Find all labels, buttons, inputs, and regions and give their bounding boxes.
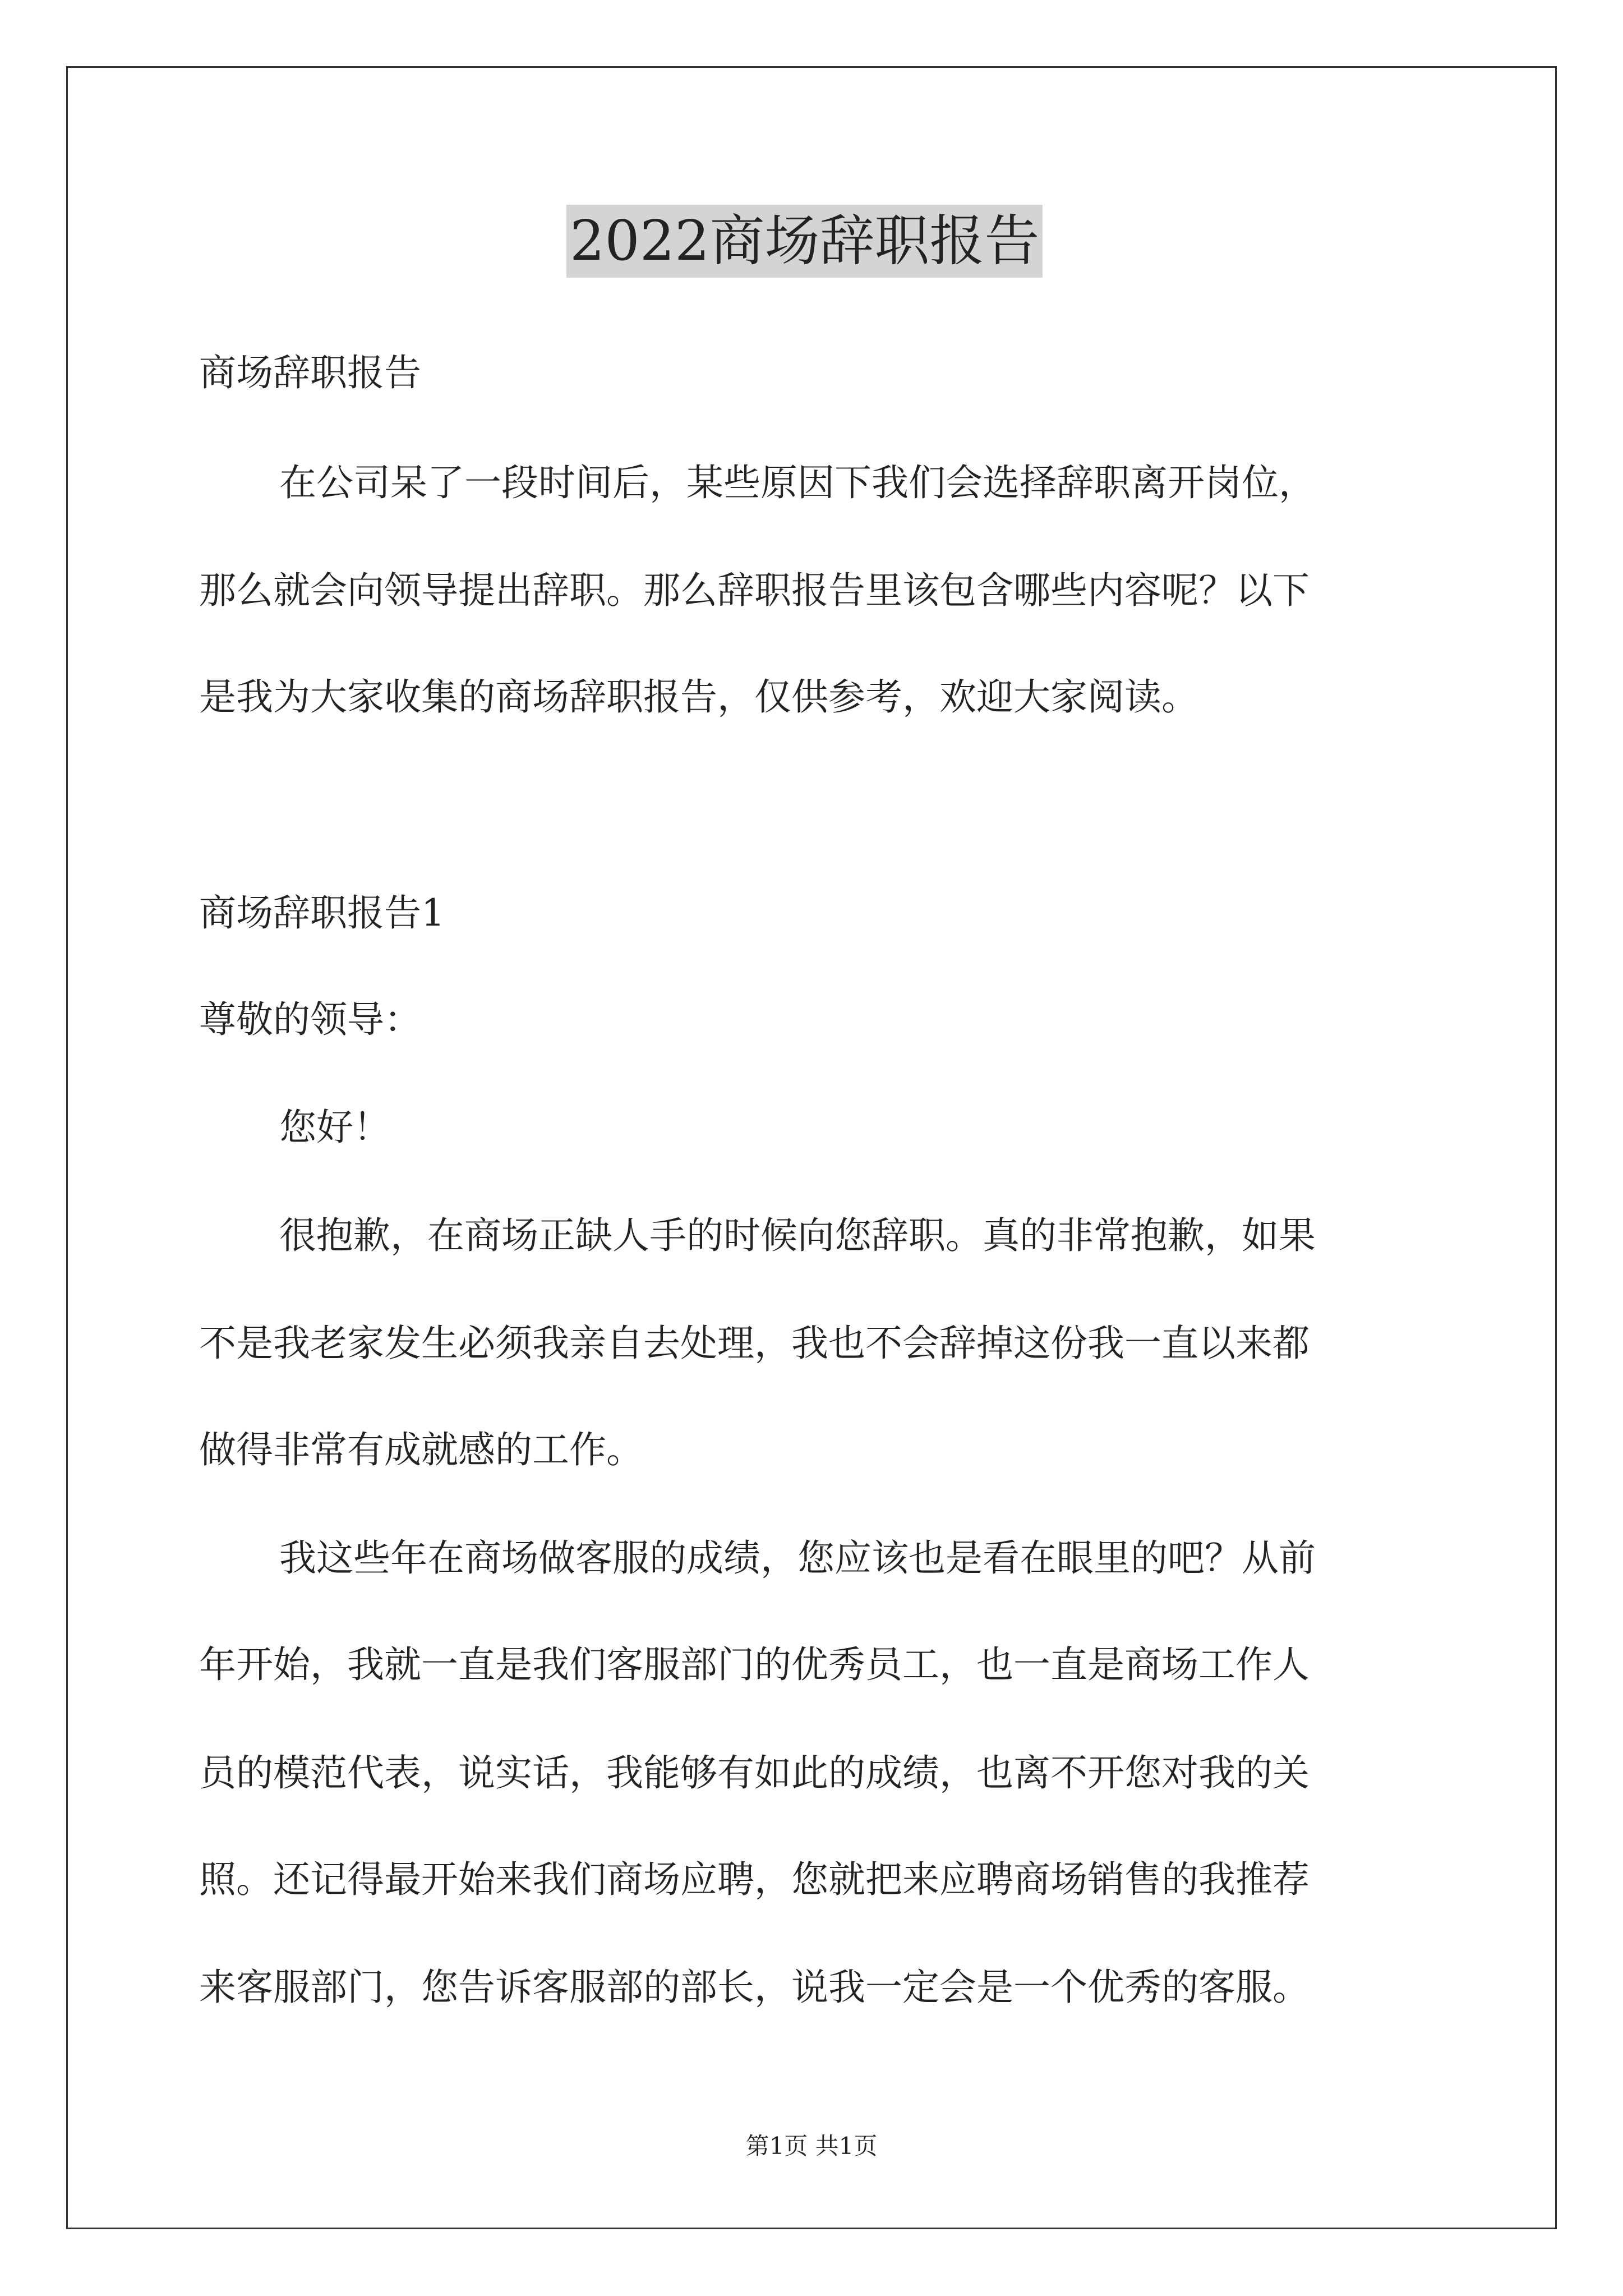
intro-line-3: 是我为大家收集的商场辞职报告，仅供参考，欢迎大家阅读。 (199, 675, 1198, 719)
body-line-4: 我这些年在商场做客服的成绩，您应该也是看在眼里的吧？从前 (279, 1536, 1316, 1580)
body-line-8: 来客服部门，您告诉客服部的部长，说我一定会是一个优秀的客服。 (199, 1966, 1310, 2009)
document-title: 2022商场辞职报告 (566, 205, 1043, 278)
body-line-1: 很抱歉，在商场正缺人手的时候向您辞职。真的非常抱歉，如果 (279, 1214, 1316, 1257)
intro-line-1: 在公司呆了一段时间后，某些原因下我们会选择辞职离开岗位， (279, 461, 1316, 504)
intro-line-2: 那么就会向领导提出辞职。那么辞职报告里该包含哪些内容呢？以下 (199, 569, 1310, 612)
body-line-7: 照。还记得最开始来我们商场应聘，您就把来应聘商场销售的我推荐 (199, 1858, 1310, 1901)
page-footer: 第1页 共1页 (745, 2132, 878, 2160)
section-heading: 商场辞职报告 (199, 351, 421, 394)
salutation: 尊敬的领导： (199, 998, 421, 1041)
report-heading: 商场辞职报告1 (199, 891, 445, 935)
greeting: 您好！ (279, 1106, 390, 1149)
body-line-6: 员的模范代表，说实话，我能够有如此的成绩，也离不开您对我的关 (199, 1751, 1310, 1795)
body-line-3: 做得非常有成就感的工作。 (199, 1428, 643, 1471)
body-line-5: 年开始，我就一直是我们客服部门的优秀员工，也一直是商场工作人 (199, 1643, 1310, 1686)
body-line-2: 不是我老家发生必须我亲自去处理，我也不会辞掉这份我一直以来都 (199, 1322, 1310, 1365)
